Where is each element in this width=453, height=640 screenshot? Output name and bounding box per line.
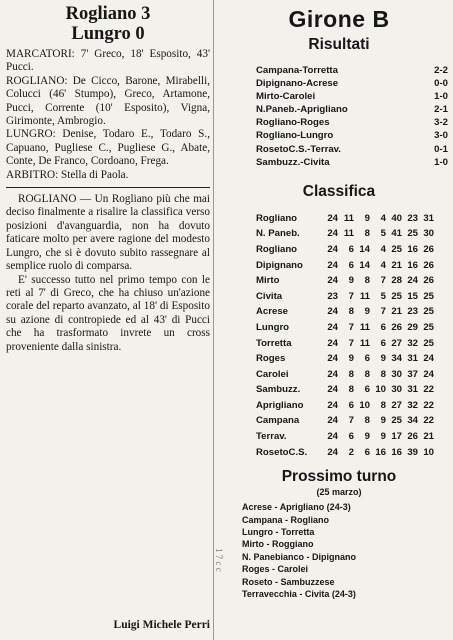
results-title: Risultati xyxy=(308,36,370,53)
standings-value: 24 xyxy=(423,368,434,380)
standings-value: 25 xyxy=(423,337,434,349)
standings-value: 10 xyxy=(375,384,386,396)
standings-value: 28 xyxy=(391,275,402,287)
result-row xyxy=(228,90,450,103)
standings-value: 24 xyxy=(327,243,338,255)
standings-value: 8 xyxy=(364,415,370,427)
standings-row xyxy=(256,367,434,383)
standings-row xyxy=(256,273,434,289)
standings-value: 24 xyxy=(327,415,338,427)
standings-value: 4 xyxy=(380,243,386,255)
standings-value: 6 xyxy=(364,353,370,365)
standings-value: 8 xyxy=(380,368,386,380)
standings-team: RosetoC.S. xyxy=(256,446,308,458)
standings-value: 22 xyxy=(423,399,434,411)
rogliano-lineup: ROGLIANO: De Cicco, Barone, Mirabelli, Colucci (46' Stumpo), Greco, Artamone, Pucci, Corrente (10' Esposito), Vigna, Girimonte, Ambrogio. xyxy=(6,74,210,128)
results-list xyxy=(228,64,450,169)
standings-value: 10 xyxy=(359,399,370,411)
standings-value: 24 xyxy=(327,431,338,443)
result-match: Rogliano-Roges xyxy=(256,117,330,129)
result-score: 1-0 xyxy=(434,91,448,103)
standings-row xyxy=(256,445,434,461)
standings-team: Terrav. xyxy=(256,431,287,443)
standings-value: 11 xyxy=(359,290,370,302)
standings-value: 21 xyxy=(391,259,402,271)
standings-value: 24 xyxy=(327,384,338,396)
standings-value: 6 xyxy=(348,243,354,255)
standings-value: 40 xyxy=(391,212,402,224)
standings-value: 23 xyxy=(407,212,418,224)
lungro-lineup: LUNGRO: Denise, Todaro E., Todaro S., Capuano, Pugliese C., Pugliese G., Abate, Conte, De Franco, Cordoano, Frega. xyxy=(6,128,210,168)
standings-value: 27 xyxy=(391,399,402,411)
standings-row xyxy=(256,320,434,336)
standings-value: 32 xyxy=(407,337,418,349)
result-row xyxy=(228,103,450,116)
standings-team: Acrese xyxy=(256,306,289,318)
next-round-fixture: Roges - Carolei xyxy=(242,564,309,575)
standings-value: 7 xyxy=(380,275,386,287)
standings-value: 25 xyxy=(407,228,418,240)
standings-value: 24 xyxy=(327,446,338,458)
standings-value: 9 xyxy=(380,415,386,427)
standings-team: Sambuzz. xyxy=(256,384,301,396)
standings-row xyxy=(256,413,434,429)
result-match: RosetoC.S.-Terrav. xyxy=(256,143,341,155)
standings-table xyxy=(256,211,434,461)
article-paragraph-1: ROGLIANO — Un Rogliano più che mai deciso finalmente a risalire la classifica verso posizioni d'avanguardia, non ha dovuto faticare molto per avere ragione del modesto Lungro, che si è dovuto subito rassegnare al semplice ruolo di comparsa. xyxy=(6,193,210,273)
result-row xyxy=(228,77,450,90)
result-row xyxy=(228,156,450,169)
article-divider xyxy=(6,187,210,188)
standings-value: 6 xyxy=(364,446,370,458)
result-score: 2-1 xyxy=(434,104,448,116)
standings-value: 23 xyxy=(407,306,418,318)
standings-value: 6 xyxy=(380,337,386,349)
standings-value: 2 xyxy=(348,446,354,458)
standings-value: 30 xyxy=(391,368,402,380)
byline: Luigi Michele Perri xyxy=(113,618,210,631)
standings-value: 24 xyxy=(327,212,338,224)
standings-value: 24 xyxy=(423,353,434,365)
result-score: 0-0 xyxy=(434,78,448,90)
standings-row xyxy=(256,289,434,305)
standings-value: 27 xyxy=(391,337,402,349)
result-match: Rogliano-Lungro xyxy=(256,130,334,142)
standings-value: 26 xyxy=(391,321,402,333)
headline-line-1: Rogliano 3 xyxy=(65,4,151,24)
scorers-text: MARCATORI: 7' Greco, 18' Esposito, 43' Pucci. xyxy=(6,48,210,74)
standings-value: 4 xyxy=(380,212,386,224)
standings-value: 4 xyxy=(380,259,386,271)
standings-team: N. Paneb. xyxy=(256,228,300,240)
standings-value: 24 xyxy=(327,275,338,287)
standings-value: 6 xyxy=(364,384,370,396)
standings-row xyxy=(256,429,434,445)
standings-value: 5 xyxy=(380,228,386,240)
next-round-title: Prossimo turno xyxy=(281,468,397,486)
article-paragraph-2: E' successo tutto nel primo tempo con le reti al 7' di Greco, che ha chiuso un'azione corale del reparto avanzato, al 18' di Esposito su azione di contropiede ed al 43' di Pucci che ha trasformato invrete un cross proveniente dalla sinistra. xyxy=(6,273,210,353)
standings-team: Campana xyxy=(256,415,300,427)
standings-value: 9 xyxy=(364,212,370,224)
standings-team: Lungro xyxy=(256,321,290,333)
standings-value: 24 xyxy=(407,275,418,287)
standings-row xyxy=(256,211,434,227)
result-row xyxy=(228,129,450,142)
standings-row xyxy=(256,258,434,274)
standings-value: 26 xyxy=(423,275,434,287)
standings-value: 41 xyxy=(391,228,402,240)
standings-value: 31 xyxy=(423,212,434,224)
standings-value: 29 xyxy=(407,321,418,333)
result-score: 1-0 xyxy=(434,156,448,168)
standings-value: 11 xyxy=(359,337,370,349)
result-row xyxy=(228,143,450,156)
standings-value: 9 xyxy=(364,431,370,443)
standings-value: 17 xyxy=(391,431,402,443)
standings-value: 11 xyxy=(343,212,354,224)
standings-value: 6 xyxy=(380,321,386,333)
standings-value: 24 xyxy=(327,368,338,380)
standings-value: 25 xyxy=(423,321,434,333)
standings-value: 8 xyxy=(348,384,354,396)
match-headline xyxy=(6,4,210,44)
standings-value: 25 xyxy=(423,290,434,302)
standings-value: 30 xyxy=(391,384,402,396)
standings-value: 7 xyxy=(348,337,354,349)
result-score: 0-1 xyxy=(434,143,448,155)
next-round-fixture: Acrese - Aprigliano (24-3) xyxy=(242,502,351,513)
column-divider xyxy=(213,0,214,640)
standings-value: 24 xyxy=(327,337,338,349)
standings-team: Carolei xyxy=(256,368,289,380)
standings-value: 9 xyxy=(364,306,370,318)
standings-value: 26 xyxy=(423,259,434,271)
standings-value: 7 xyxy=(348,290,354,302)
standings-row xyxy=(256,336,434,352)
standings-row xyxy=(256,382,434,398)
standings-value: 21 xyxy=(391,306,402,318)
standings-value: 16 xyxy=(391,446,402,458)
standings-value: 24 xyxy=(327,259,338,271)
standings-value: 11 xyxy=(343,228,354,240)
standings-row xyxy=(256,242,434,258)
standings-value: 8 xyxy=(380,399,386,411)
result-row xyxy=(228,64,450,77)
standings-value: 24 xyxy=(327,228,338,240)
result-score: 3-0 xyxy=(434,130,448,142)
standings-value: 15 xyxy=(407,290,418,302)
standings-title: Classifica xyxy=(302,182,376,200)
result-row xyxy=(228,116,450,129)
standings-team: Aprigliano xyxy=(256,399,304,411)
standings-value: 24 xyxy=(327,399,338,411)
next-round-fixture: Terravecchia - Civita (24-3) xyxy=(242,588,356,599)
standings-value: 22 xyxy=(423,384,434,396)
standings-value: 7 xyxy=(380,306,386,318)
standings-value: 14 xyxy=(359,243,370,255)
standings-value: 31 xyxy=(407,353,418,365)
standings-value: 8 xyxy=(348,306,354,318)
standings-value: 16 xyxy=(407,259,418,271)
next-round-fixture: Campana - Rogliano xyxy=(242,514,330,525)
standings-value: 30 xyxy=(423,228,434,240)
standings-value: 25 xyxy=(391,415,402,427)
standings-value: 8 xyxy=(348,368,354,380)
standings-row xyxy=(256,304,434,320)
result-match: Sambuzz.-Civita xyxy=(256,156,330,168)
standings-value: 39 xyxy=(407,446,418,458)
referee-text: ARBITRO: Stella di Paola. xyxy=(6,168,129,181)
standings-value: 23 xyxy=(327,290,338,302)
standings-value: 14 xyxy=(359,259,370,271)
standings-value: 16 xyxy=(375,446,386,458)
standings-value: 34 xyxy=(391,353,402,365)
standings-team: Roges xyxy=(256,353,286,365)
standings-value: 22 xyxy=(423,415,434,427)
standings-value: 26 xyxy=(423,243,434,255)
standings-value: 8 xyxy=(364,368,370,380)
next-round-fixture: N. Panebianco - Dipignano xyxy=(242,551,357,562)
result-score: 3-2 xyxy=(434,117,448,129)
standings-value: 26 xyxy=(407,431,418,443)
standings-value: 11 xyxy=(359,321,370,333)
standings-value: 21 xyxy=(423,431,434,443)
next-round-fixture: Lungro - Torretta xyxy=(242,527,315,538)
standings-value: 6 xyxy=(348,259,354,271)
next-round-fixture: Roseto - Sambuzzese xyxy=(242,576,335,587)
standings-value: 31 xyxy=(407,384,418,396)
article-body xyxy=(6,193,210,354)
standings-value: 37 xyxy=(407,368,418,380)
standings-value: 6 xyxy=(348,399,354,411)
standings-value: 25 xyxy=(391,290,402,302)
result-match: Mirto-Carolei xyxy=(256,91,316,103)
standings-value: 16 xyxy=(407,243,418,255)
result-match: N.Paneb.-Aprigliano xyxy=(256,104,348,116)
standings-team: Torretta xyxy=(256,337,292,349)
standings-value: 8 xyxy=(364,228,370,240)
standings-value: 9 xyxy=(348,275,354,287)
standings-value: 32 xyxy=(407,399,418,411)
standings-value: 9 xyxy=(380,431,386,443)
next-round-date: (25 marzo) xyxy=(316,487,362,498)
standings-value: 7 xyxy=(348,321,354,333)
standings-row xyxy=(256,398,434,414)
standings-row xyxy=(256,351,434,367)
standings-value: 24 xyxy=(327,306,338,318)
standings-value: 7 xyxy=(348,415,354,427)
standings-value: 24 xyxy=(327,353,338,365)
standings-value: 5 xyxy=(380,290,386,302)
standings-value: 24 xyxy=(327,321,338,333)
standings-team: Rogliano xyxy=(256,212,298,224)
standings-value: 25 xyxy=(423,306,434,318)
match-report-column xyxy=(6,0,210,640)
result-score: 2-2 xyxy=(434,65,448,76)
standings-team: Dipignano xyxy=(256,259,303,271)
standings-team: Rogliano xyxy=(256,243,298,255)
margin-note: 1 7 c c xyxy=(214,548,224,572)
standings-team: Mirto xyxy=(256,275,280,287)
standings-value: 9 xyxy=(380,353,386,365)
girone-title: Girone B xyxy=(288,6,390,32)
girone-column xyxy=(228,0,450,640)
standings-value: 6 xyxy=(348,431,354,443)
standings-value: 25 xyxy=(391,243,402,255)
result-match: Dipignano-Acrese xyxy=(256,78,339,90)
standings-value: 34 xyxy=(407,415,418,427)
result-match: Campana-Torretta xyxy=(256,65,338,76)
headline-line-2: Lungro 0 xyxy=(71,24,145,44)
standings-value: 9 xyxy=(348,353,354,365)
standings-value: 8 xyxy=(364,275,370,287)
next-round-fixture: Mirto - Roggiano xyxy=(242,539,314,550)
standings-team: Civita xyxy=(256,290,283,302)
standings-value: 10 xyxy=(423,446,434,458)
next-round-list xyxy=(228,501,450,600)
standings-row xyxy=(256,226,434,242)
